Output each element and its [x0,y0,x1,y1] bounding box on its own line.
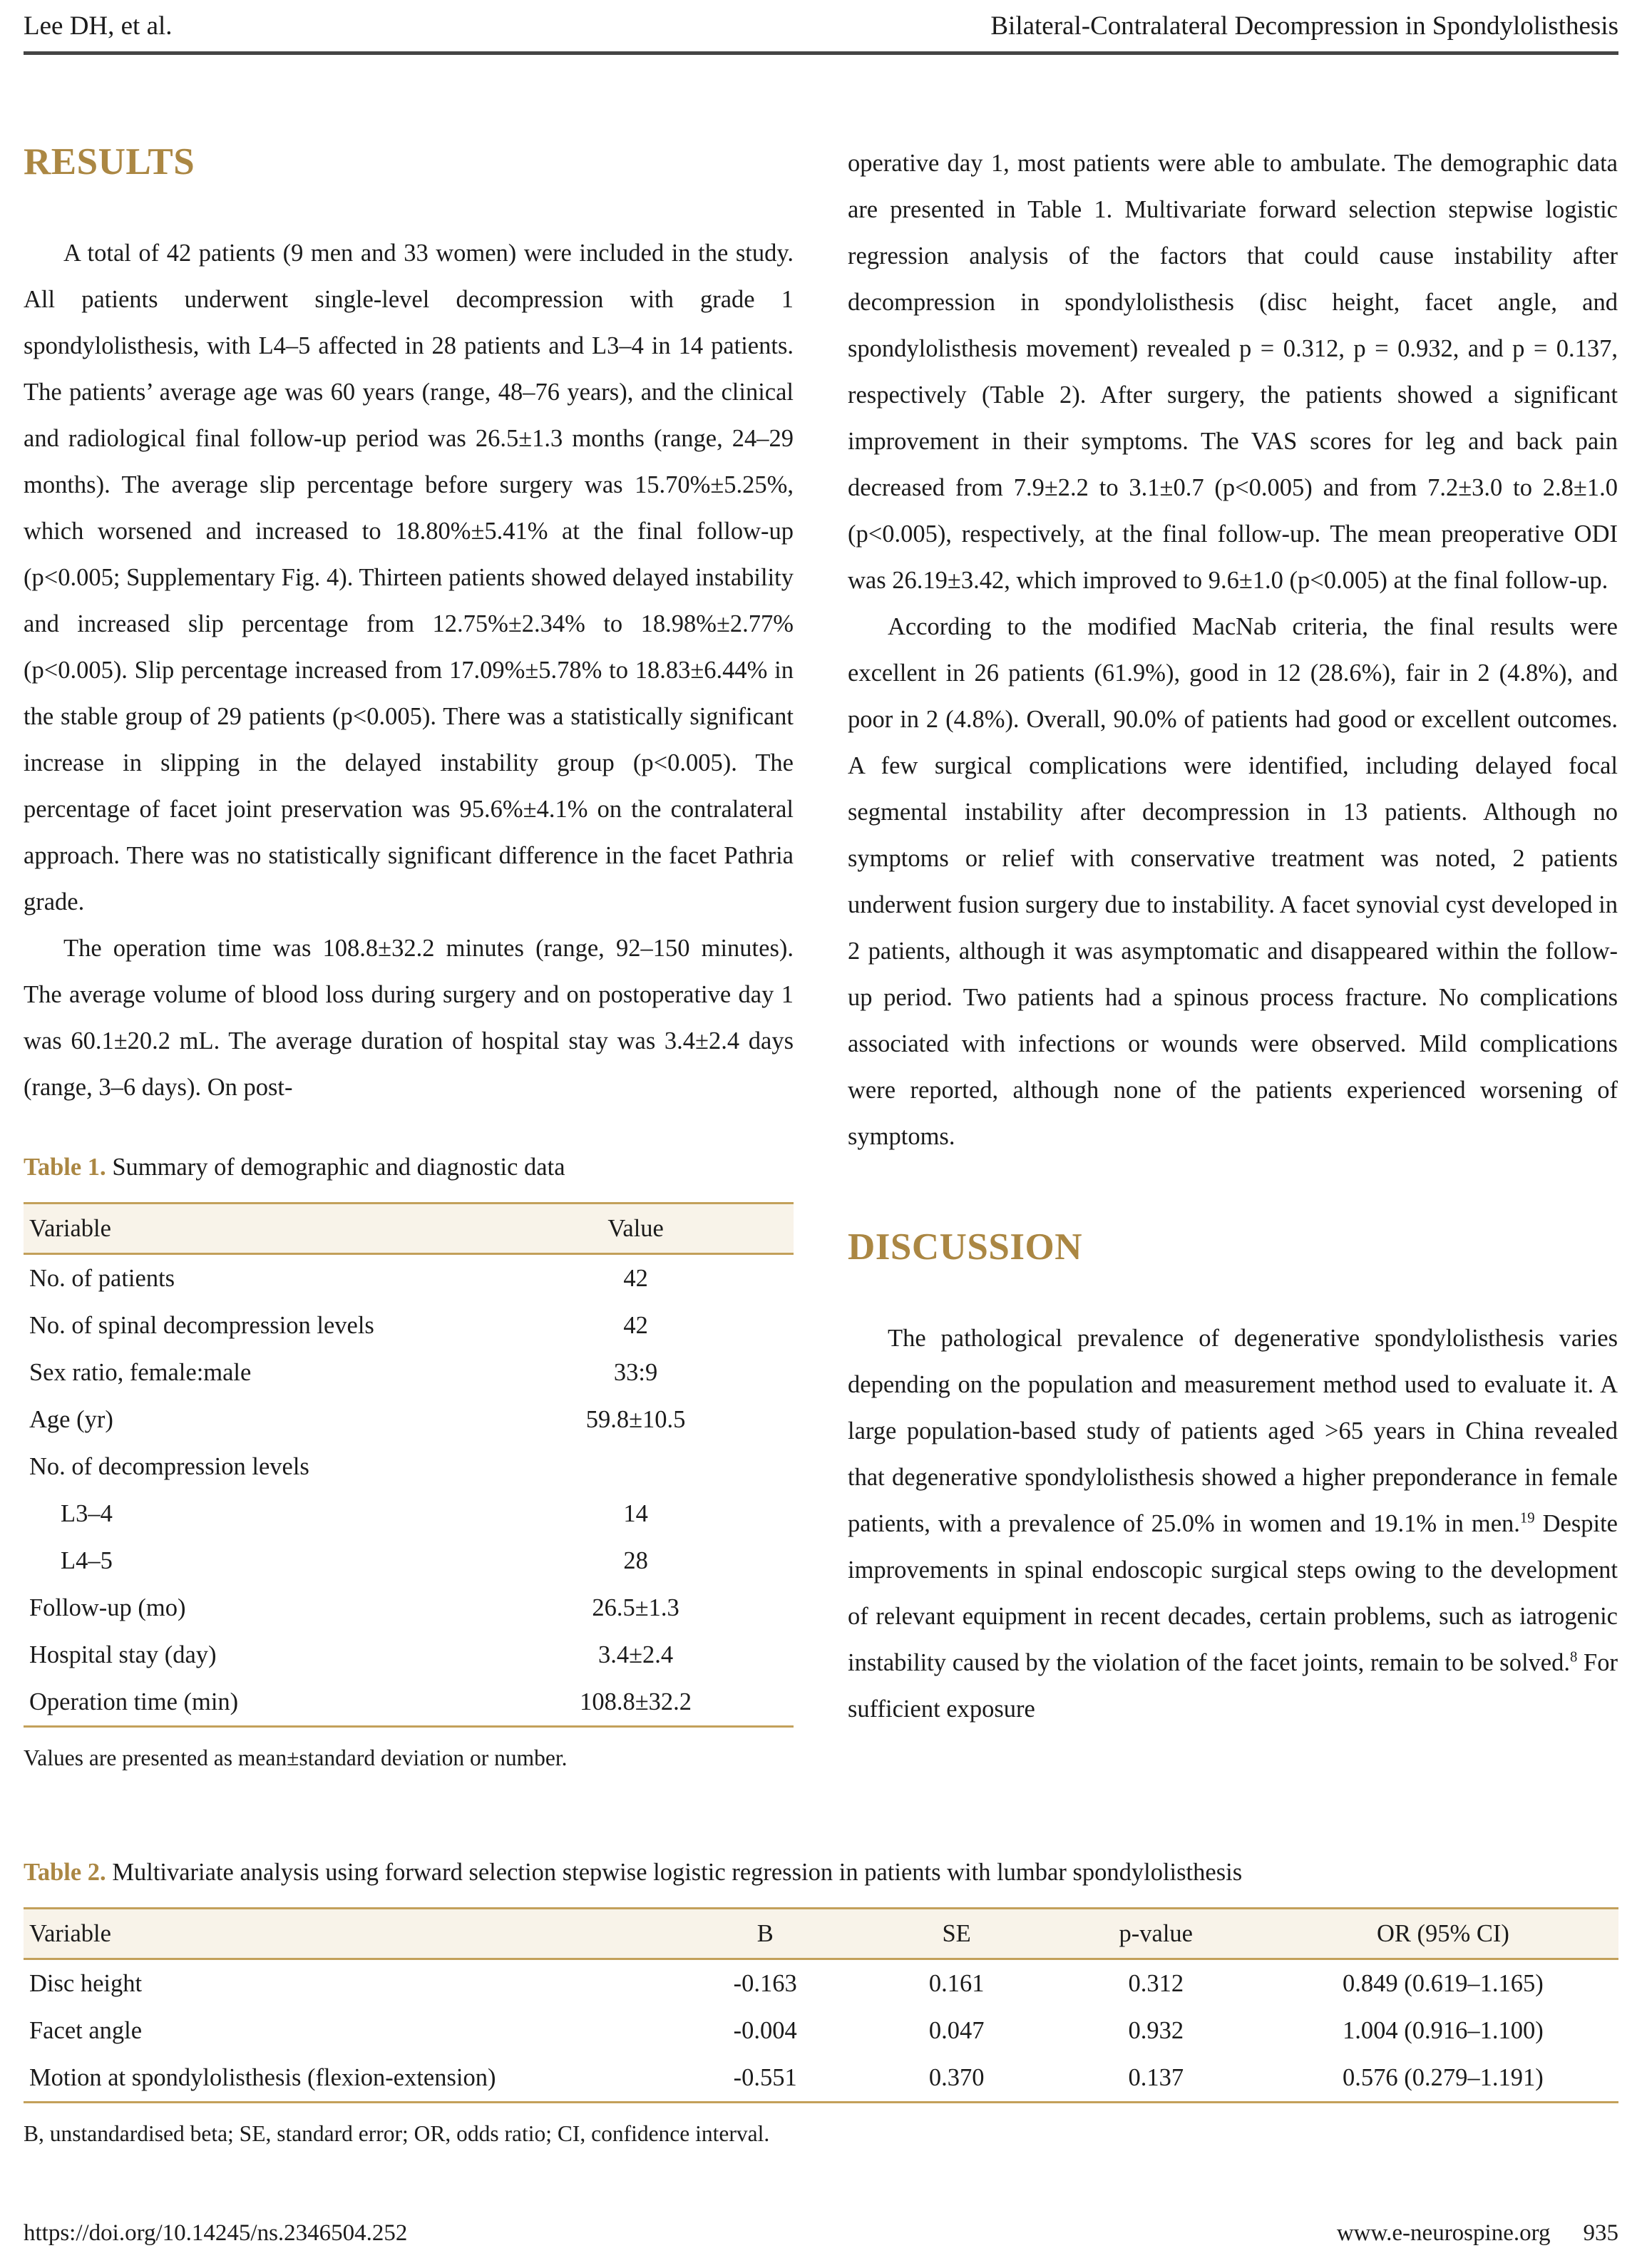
se-cell: 0.047 [928,2016,985,2044]
variable-cell: Motion at spondylolisthesis (flexion-extension) [29,2063,496,2091]
footer-right [1337,2220,1618,2247]
b-cell: -0.004 [733,2016,797,2044]
variable-cell: L3–4 [61,1500,113,1527]
variable-cell: No. of spinal decompression levels [29,1312,374,1339]
reference-superscript-8: 8 [1569,1649,1578,1666]
value-cell: 59.8±10.5 [585,1406,686,1433]
discussion-heading: DISCUSSION [848,1226,1083,1268]
table1-label: Table 1. [24,1154,106,1181]
table-row [24,1631,794,1678]
table2-title-text: Multivariate analysis using forward selection stepwise logistic regression in patients with lumbar spondylolisthesis [106,1858,1243,1886]
results-paragraph-1: A total of 42 patients (9 men and 33 women) were included in the study. All patients underwent single-level decompression with grade 1 spondylolisthesis, with L4–5 affected in 28 patients and L3–4 in 14 patients. The patients’ average age was 60 years (range, 48–76 years), and the clinical and radiological final follow-up period was 26.5±1.3 months (range, 24–29 months). The average slip percentage before surgery was 15.70%±5.25%, which worsened and increased to 18.80%±5.41% at the final follow-up (p<0.005; Supplementary Fig. 4). Thirteen patients showed delayed instability and increased slip percentage from 12.75%±2.34% to 18.98%±2.77% (p<0.005). Slip percentage increased from 17.09%±5.78% to 18.83±6.44% in the stable group of 29 patients (p<0.005). There was a statistically significant increase in slipping in the delayed instability group (p<0.005). The percentage of facet joint preservation was 95.6%±4.1% on the contralateral approach. There was no statistically significant difference in the facet Pathria grade. [24,240,794,915]
table2-label: Table 2. [24,1858,106,1886]
results-continued-paragraph: operative day 1, most patients were able to ambulate. The demographic data are presented in Table 1. Multivariate forward selection stepwise logistic regression analysis of the factors that could cause instability after decompression in spondylolisthesis (disc height, facet angle, and spondylolisthesis movement) revealed p = 0.312, p = 0.932, and p = 0.137, respectively (Table 2). After surgery, the patients showed a significant improvement in their symptoms. The VAS scores for leg and back pain decreased from 7.9±2.2 to 3.1±0.7 (p<0.005) and from 7.2±3.0 to 2.8±1.0 (p<0.005), respectively, at the final follow-up. The mean preoperative ODI was 26.19±3.42, which improved to 9.6±1.0 (p<0.005) at the final follow-up. [848,150,1618,594]
reference-superscript-19: 19 [1519,1510,1535,1526]
table-row [24,1254,794,1303]
table1-header-row [24,1204,794,1254]
table1-block [24,1151,794,1773]
table1 [24,1202,794,1728]
variable-cell: No. of decompression levels [29,1453,309,1480]
table1-col-value: Value [607,1215,664,1242]
or-cell: 0.576 (0.279–1.191) [1343,2063,1544,2091]
macnab-paragraph: According to the modified MacNab criteria, the final results were excellent in 26 patients (61.9%), good in 12 (28.6%), fair in 2 (4.8%), and poor in 2 (4.8%). Overall, 90.0% of patients had good or excellent outcomes. A few surgical complications were identified, including delayed focal segmental instability after decompression in 13 patients. Although no symptoms or relief with conservative treatment was noted, 2 patients underwent fusion surgery due to instability. A facet synovial cyst developed in 2 patients, although it was asymptomatic and disappeared within the follow-up period. Two patients had a spinous process fracture. No complications associated with infections or wounds were observed. Mild complications were reported, although none of the patients experienced worsening of symptoms. [848,613,1618,1150]
variable-cell: Facet angle [29,2016,143,2044]
table-row [24,1443,794,1490]
pvalue-cell: 0.137 [1128,2063,1184,2091]
table-row [24,1349,794,1396]
value-cell: 42 [623,1265,648,1292]
table2 [24,1907,1618,2103]
variable-cell: Disc height [29,1969,143,1997]
table2-title [24,1856,1618,1889]
value-cell: 28 [623,1547,648,1574]
variable-cell: Age (yr) [29,1406,113,1433]
running-head-authors: Lee DH, et al. [24,11,173,41]
se-cell: 0.161 [928,1969,985,1997]
table-row [24,2054,1618,2103]
table2-footnote: B, unstandardised beta; SE, standard error; OR, odds ratio; CI, confidence interval. [24,2120,770,2146]
table-row [24,2007,1618,2054]
table2-col-b: B [756,1919,774,1947]
page-footer [24,2220,1618,2247]
value-cell [478,1443,794,1490]
results-paragraph-2: The operation time was 108.8±32.2 minutes (range, 92–150 minutes). The average volume of blood loss during surgery and on postoperative day 1 was 60.1±20.2 mL. The average duration of hospital stay was 3.4±2.4 days (range, 3–6 days). On post- [24,935,794,1101]
table1-title [24,1151,794,1184]
variable-cell: Hospital stay (day) [29,1641,217,1668]
left-column [24,140,794,1796]
variable-cell: Follow-up (mo) [29,1594,186,1621]
discussion-text-1: The pathological prevalence of degenerative spondylolisthesis varies depending on the population and measurement method used to evaluate it. A large population-based study of patients aged >65 years in China revealed that degenerative spondylolisthesis showed a higher preponderance in female patients, with a prevalence of 25.0% in women and 19.1% in men. [848,1325,1618,1537]
table1-footnote: Values are presented as mean±standard deviation or number. [24,1745,568,1770]
pvalue-cell: 0.932 [1128,2016,1184,2044]
table-row [24,1584,794,1631]
value-cell: 42 [623,1312,648,1339]
value-cell: 33:9 [613,1359,658,1386]
pvalue-cell: 0.312 [1128,1969,1184,1997]
table2-col-variable: Variable [29,1919,111,1947]
two-column-body [24,140,1618,1796]
se-cell: 0.370 [928,2063,985,2091]
discussion-text-3: For sufficient exposure [848,1649,1618,1723]
or-cell: 0.849 (0.619–1.165) [1343,1969,1544,1997]
table2-col-or: OR (95% CI) [1376,1919,1509,1947]
table2-block [24,1856,1618,2149]
value-cell: 108.8±32.2 [580,1688,692,1715]
right-column [848,140,1618,1796]
table2-col-pvalue: p-value [1119,1919,1193,1947]
b-cell: -0.551 [733,2063,797,2091]
discussion-paragraph [848,1315,1618,1733]
variable-cell: Sex ratio, female:male [29,1359,252,1386]
b-cell: -0.163 [733,1969,797,1997]
table-row [24,1959,1618,2007]
table-row [24,1678,794,1727]
value-cell: 26.5±1.3 [592,1594,679,1621]
journal-site-url: www.e-neurospine.org [1336,2220,1551,2246]
table1-col-variable: Variable [29,1215,111,1242]
table-row [24,1396,794,1443]
variable-cell: L4–5 [61,1547,113,1574]
table-row [24,1302,794,1349]
doi-link[interactable]: https://doi.org/10.14245/ns.2346504.252 [24,2220,408,2246]
running-head-title: Bilateral-Contralateral Decompression in Spondylolisthesis [990,11,1618,41]
table2-col-se: SE [942,1919,971,1947]
table-row [24,1537,794,1584]
or-cell: 1.004 (0.916–1.100) [1343,2016,1544,2044]
value-cell: 3.4±2.4 [598,1641,674,1668]
table-row [24,1490,794,1537]
page-number: 935 [1583,2220,1618,2246]
variable-cell: No. of patients [29,1265,175,1292]
table1-title-text: Summary of demographic and diagnostic data [106,1154,565,1181]
table2-header-row [24,1908,1618,1959]
results-heading: RESULTS [24,141,195,183]
value-cell: 14 [623,1500,648,1527]
discussion-text-2: Despite improvements in spinal endoscopic surgical steps owing to the development of relevant equipment in recent decades, certain problems, such as iatrogenic instability caused by the violation of the facet joints, remain to be solved. [848,1510,1618,1676]
running-head [24,0,1618,55]
variable-cell: Operation time (min) [29,1688,239,1715]
